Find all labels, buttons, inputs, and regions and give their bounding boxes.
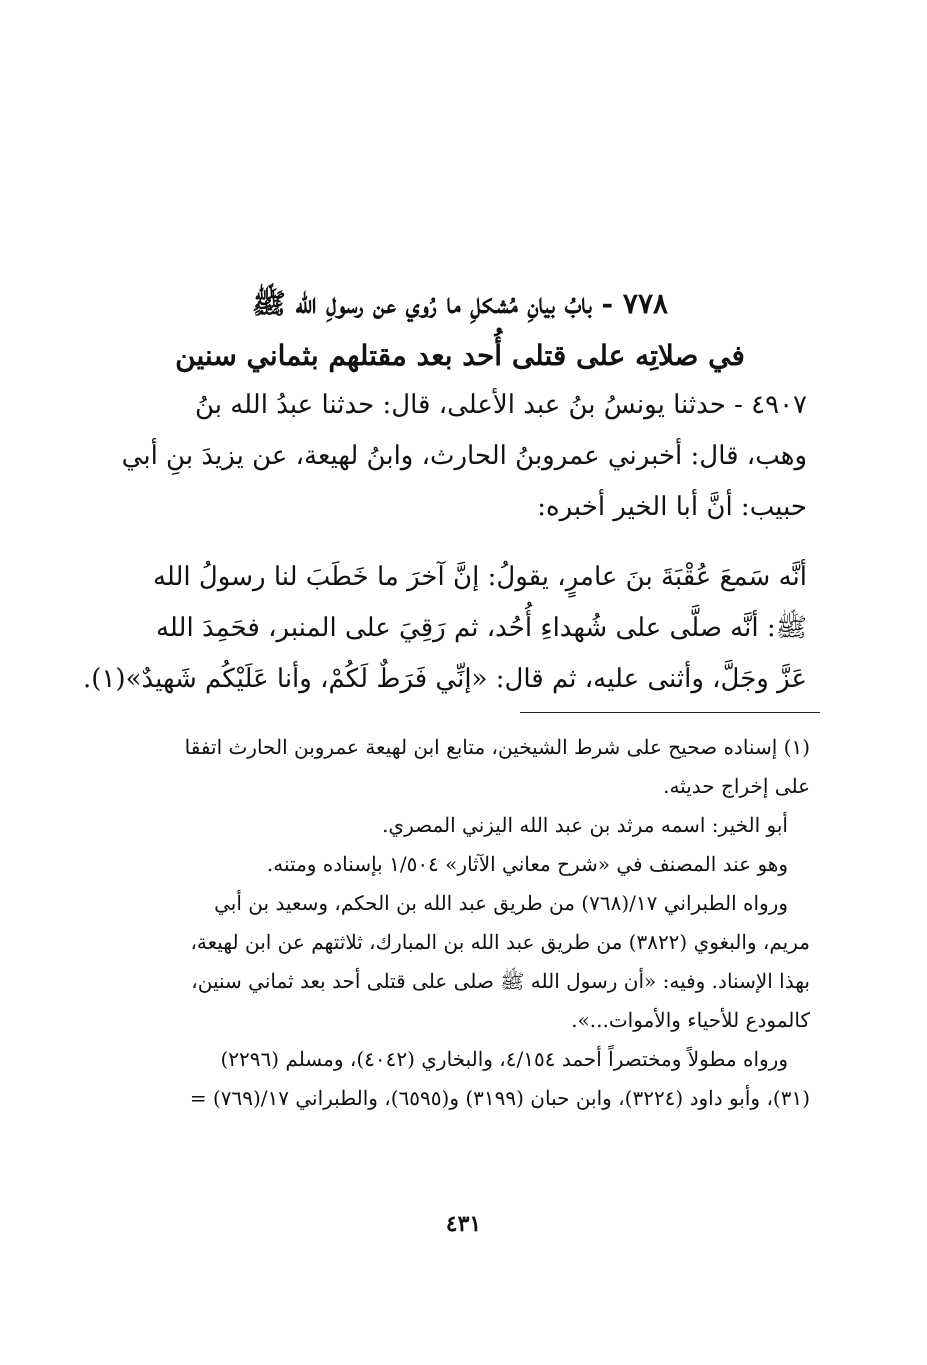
matn-line: أنَّه سَمعَ عُقْبَةَ بنَ عامرٍ، يقولُ: إنَّ آخرَ ما خَطَبَ لنا رسولُ الله — [152, 562, 807, 592]
footnote-separator — [520, 712, 820, 713]
footnote-line: مريم، والبغوي (٣٨٢٢) من طريق عبد الله بن المبارك، ثلاثتهم عن ابن لهيعة، — [190, 930, 810, 954]
matn-line: عَزَّ وجَلَّ، وأثنى عليه، ثم قال: «إنِّي فَرَطٌ لَكُمْ، وأنا عَلَيْكُم شَهيدٌ»(١). — [83, 664, 807, 694]
footnote-line: كالمودع للأحياء والأموات...». — [571, 1008, 810, 1032]
footnote-line: ورواه الطبراني ١٧/(٧٦٨) من طريق عبد الله بن الحكم، وسعيد بن أبي — [214, 891, 788, 915]
chapter-title-line-2: في صلاتِه على قتلى أُحد بعد مقتلهم بثماني سنين — [175, 339, 745, 372]
chapter-title-line-1: ٧٧٨ - بابُ بيانِ مُشكلِ ما رُوي عن رسولِ الله ﷺ — [251, 287, 669, 320]
footnote-line: بهذا الإسناد. وفيه: «أن رسول الله ﷺ صلى على قتلى أحد بعد ثماني سنين، — [191, 969, 810, 993]
footnote-line: على إخراج حديثه. — [663, 774, 810, 798]
footnotes — [120, 728, 810, 1118]
footnote-line: أبو الخير: اسمه مرثد بن عبد الله اليزني المصري. — [382, 813, 788, 837]
footnote-line: ورواه مطولاً ومختصراً أحمد ٤/١٥٤، والبخاري (٤٠٤٢)، ومسلم (٢٢٩٦) — [220, 1047, 788, 1071]
isnad-line: ٤٩٠٧ - حدثنا يونسُ بنُ عبد الأعلى، قال: حدثنا عبدُ الله بنُ — [194, 390, 807, 420]
matn-line: ﷺ: أنَّه صلَّى على شُهداءِ أُحُد، ثم رَقِيَ على المنبر، فحَمِدَ الله — [155, 613, 807, 643]
page-number: ٤٣١ — [445, 1211, 482, 1237]
hadith-isnad — [120, 380, 807, 533]
footnote-line: وهو عند المصنف في «شرح معاني الآثار» ١/٥٠٤ بإسناده ومتنه. — [266, 852, 788, 876]
isnad-line: وهب، قال: أخبرني عمروبنُ الحارث، وابنُ لهيعة، عن يزيدَ بنِ أبي — [121, 441, 807, 471]
footnote-line: (١) إسناده صحيح على شرط الشيخين، متابع ابن لهيعة عمروبن الحارث اتفقا — [184, 735, 810, 759]
footnote-line: (٣١)، وأبو داود (٣٢٢٤)، وابن حبان (٣١٩٩) و(٦٥٩٥)، والطبراني ١٧/(٧٦٩) = — [189, 1086, 810, 1110]
hadith-matn — [83, 552, 807, 705]
isnad-line: حبيب: أنَّ أبا الخير أخبره: — [537, 492, 807, 522]
